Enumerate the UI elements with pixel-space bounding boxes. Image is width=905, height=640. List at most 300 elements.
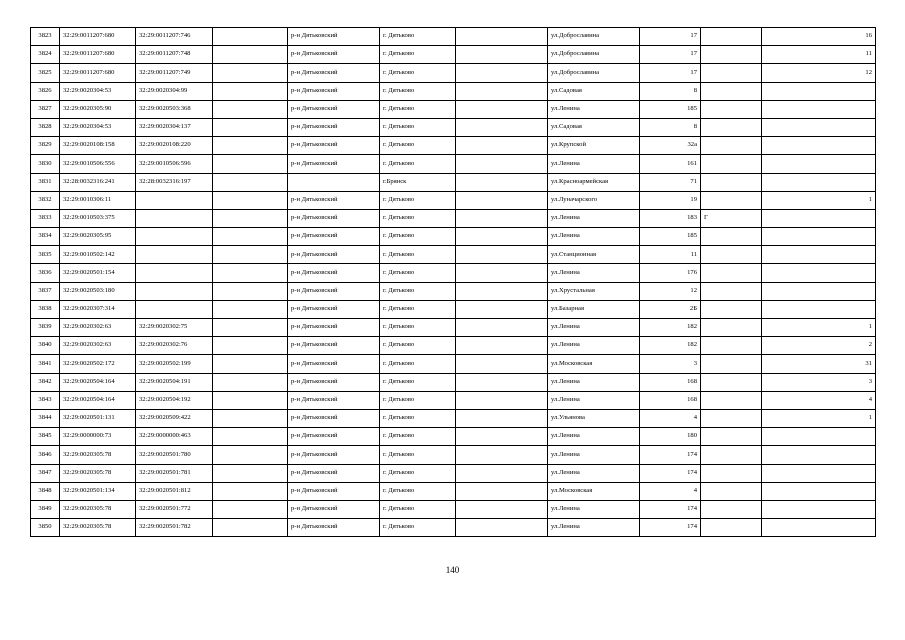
cell-row-number: 3838 [31, 300, 60, 318]
cell-street: ул.Садовая [548, 82, 640, 100]
cell-object-cadastral-number [136, 246, 213, 264]
cell-building-letter [701, 319, 762, 337]
cell-house-number: 71 [640, 173, 701, 191]
cell-house-number: 17 [640, 28, 701, 46]
cell-house-number: 182 [640, 337, 701, 355]
cell-object-cadastral-number [136, 264, 213, 282]
cell-row-number: 3847 [31, 464, 60, 482]
cell-district: р-н Дятьковский [288, 64, 380, 82]
cell-house-number: 182 [640, 319, 701, 337]
cell-apartment-number [762, 246, 876, 264]
cell-locality [456, 500, 548, 518]
cell-parcel-cadastral-number: 32:29:0020302:63 [60, 337, 136, 355]
cell-empty [213, 173, 288, 191]
cell-object-cadastral-number: 32:29:0020509:422 [136, 409, 213, 427]
cell-house-number: 180 [640, 428, 701, 446]
cell-street: ул.Ленина [548, 373, 640, 391]
cell-empty [213, 209, 288, 227]
cell-parcel-cadastral-number: 32:29:0020304:53 [60, 118, 136, 136]
cell-street: ул.Ленина [548, 391, 640, 409]
cell-row-number: 3842 [31, 373, 60, 391]
cell-empty [213, 300, 288, 318]
cell-locality [456, 28, 548, 46]
cell-object-cadastral-number [136, 209, 213, 227]
cell-object-cadastral-number: 32:29:0020108:220 [136, 137, 213, 155]
cell-empty [213, 409, 288, 427]
cell-row-number: 3824 [31, 46, 60, 64]
cell-empty [213, 137, 288, 155]
cell-building-letter [701, 137, 762, 155]
cell-city: г. Дятьково [380, 155, 456, 173]
cell-empty [213, 337, 288, 355]
cell-locality [456, 228, 548, 246]
cell-object-cadastral-number: 32:29:0020501:782 [136, 519, 213, 537]
table-row [31, 519, 876, 537]
cell-empty [213, 28, 288, 46]
table-row [31, 64, 876, 82]
cell-building-letter [701, 391, 762, 409]
cell-house-number: 12 [640, 282, 701, 300]
cell-building-letter [701, 173, 762, 191]
cell-street: ул.Доброславина [548, 46, 640, 64]
cell-city: г. Дятьково [380, 464, 456, 482]
cell-city: г. Дятьково [380, 209, 456, 227]
cell-empty [213, 46, 288, 64]
table-row [31, 482, 876, 500]
cell-city: г. Дятьково [380, 46, 456, 64]
cell-parcel-cadastral-number: 32:29:0020305:78 [60, 446, 136, 464]
cell-building-letter [701, 64, 762, 82]
cell-street: ул.Ленина [548, 209, 640, 227]
cell-house-number: 3 [640, 355, 701, 373]
cell-city: г. Дятьково [380, 428, 456, 446]
cell-apartment-number [762, 464, 876, 482]
cell-locality [456, 100, 548, 118]
cell-locality [456, 319, 548, 337]
cell-house-number: 174 [640, 519, 701, 537]
cell-apartment-number [762, 173, 876, 191]
cell-street: ул.Ленина [548, 337, 640, 355]
cell-street: ул.Ленина [548, 319, 640, 337]
cell-empty [213, 391, 288, 409]
cell-city: г. Дятьково [380, 500, 456, 518]
cell-apartment-number: 11 [762, 46, 876, 64]
cell-parcel-cadastral-number: 32:29:0020305:78 [60, 500, 136, 518]
cell-street: ул.Ленина [548, 428, 640, 446]
table-row [31, 355, 876, 373]
cell-house-number: 168 [640, 391, 701, 409]
table-row [31, 446, 876, 464]
cell-locality [456, 191, 548, 209]
cell-house-number: 19 [640, 191, 701, 209]
cell-object-cadastral-number: 32:29:0011207:748 [136, 46, 213, 64]
cell-parcel-cadastral-number: 32:29:0011207:680 [60, 64, 136, 82]
cell-apartment-number [762, 519, 876, 537]
cell-apartment-number [762, 137, 876, 155]
cell-locality [456, 209, 548, 227]
table-row [31, 100, 876, 118]
cell-parcel-cadastral-number: 32:29:0020305:78 [60, 519, 136, 537]
table-row [31, 28, 876, 46]
cell-street: ул.Красноармейская [548, 173, 640, 191]
cell-city: г. Дятьково [380, 337, 456, 355]
cell-row-number: 3841 [31, 355, 60, 373]
cell-parcel-cadastral-number: 32:29:0020502:172 [60, 355, 136, 373]
cell-empty [213, 264, 288, 282]
cell-city: г. Дятьково [380, 446, 456, 464]
cell-locality [456, 355, 548, 373]
cell-district: р-н Дятьковский [288, 264, 380, 282]
cell-street: ул.Крупской [548, 137, 640, 155]
cell-parcel-cadastral-number: 32:29:0010502:142 [60, 246, 136, 264]
cell-locality [456, 446, 548, 464]
cell-city: г. Дятьково [380, 82, 456, 100]
cell-house-number: 8 [640, 118, 701, 136]
cell-street: ул.Ленина [548, 155, 640, 173]
table-row [31, 300, 876, 318]
cell-empty [213, 500, 288, 518]
cell-row-number: 3829 [31, 137, 60, 155]
cell-house-number: 174 [640, 446, 701, 464]
table-row [31, 409, 876, 427]
table-row [31, 373, 876, 391]
cell-district: р-н Дятьковский [288, 282, 380, 300]
cell-district: р-н Дятьковский [288, 28, 380, 46]
cell-city: г. Дятьково [380, 118, 456, 136]
cell-district: р-н Дятьковский [288, 209, 380, 227]
cell-parcel-cadastral-number: 32:29:0010306:11 [60, 191, 136, 209]
cell-parcel-cadastral-number: 32:29:0020504:164 [60, 373, 136, 391]
cell-city: г. Дятьково [380, 373, 456, 391]
cell-district: р-н Дятьковский [288, 82, 380, 100]
cell-row-number: 3828 [31, 118, 60, 136]
cell-building-letter [701, 155, 762, 173]
cell-row-number: 3837 [31, 282, 60, 300]
cell-object-cadastral-number: 32:29:0020502:199 [136, 355, 213, 373]
cell-street: ул.Ленина [548, 264, 640, 282]
cell-apartment-number [762, 282, 876, 300]
cell-row-number: 3827 [31, 100, 60, 118]
table-row [31, 137, 876, 155]
cell-empty [213, 246, 288, 264]
cell-parcel-cadastral-number: 32:28:0032316:241 [60, 173, 136, 191]
table-row [31, 319, 876, 337]
table-row [31, 246, 876, 264]
cell-house-number: 17 [640, 64, 701, 82]
cell-locality [456, 155, 548, 173]
cell-city: г. Дятьково [380, 519, 456, 537]
cell-street: ул.Доброславина [548, 64, 640, 82]
cell-empty [213, 319, 288, 337]
cell-building-letter [701, 428, 762, 446]
cell-city: г. Дятьково [380, 137, 456, 155]
cell-district: р-н Дятьковский [288, 300, 380, 318]
table-row [31, 228, 876, 246]
cell-object-cadastral-number [136, 228, 213, 246]
cell-parcel-cadastral-number: 32:29:0020108:158 [60, 137, 136, 155]
cell-district: р-н Дятьковский [288, 337, 380, 355]
cell-locality [456, 409, 548, 427]
cell-empty [213, 228, 288, 246]
cell-street: ул.Ленина [548, 228, 640, 246]
cell-row-number: 3848 [31, 482, 60, 500]
cell-object-cadastral-number: 32:29:0020501:772 [136, 500, 213, 518]
cell-building-letter: Г [701, 209, 762, 227]
cell-empty [213, 446, 288, 464]
cell-house-number: 11 [640, 246, 701, 264]
cell-row-number: 3831 [31, 173, 60, 191]
cell-house-number: 185 [640, 228, 701, 246]
cell-empty [213, 482, 288, 500]
cell-house-number: 161 [640, 155, 701, 173]
table-row [31, 118, 876, 136]
cell-building-letter [701, 500, 762, 518]
cell-apartment-number: 1 [762, 319, 876, 337]
cell-apartment-number: 3 [762, 373, 876, 391]
cell-object-cadastral-number: 32:29:0020304:137 [136, 118, 213, 136]
cell-house-number: 4 [640, 482, 701, 500]
cell-street: ул.Доброславина [548, 28, 640, 46]
cell-building-letter [701, 100, 762, 118]
cell-locality [456, 300, 548, 318]
cell-apartment-number: 12 [762, 64, 876, 82]
table-row [31, 264, 876, 282]
cell-district: р-н Дятьковский [288, 428, 380, 446]
cell-district: р-н Дятьковский [288, 228, 380, 246]
cell-street: ул.Ленина [548, 500, 640, 518]
cell-house-number: 4 [640, 409, 701, 427]
cell-apartment-number [762, 118, 876, 136]
cell-locality [456, 482, 548, 500]
cell-empty [213, 355, 288, 373]
cell-building-letter [701, 28, 762, 46]
cell-city: г. Дятьково [380, 264, 456, 282]
cell-object-cadastral-number: 32:29:0020501:812 [136, 482, 213, 500]
cell-building-letter [701, 246, 762, 264]
cell-district: р-н Дятьковский [288, 46, 380, 64]
cell-district: р-н Дятьковский [288, 519, 380, 537]
table-body [31, 28, 876, 537]
cell-empty [213, 282, 288, 300]
cell-building-letter [701, 464, 762, 482]
cell-empty [213, 155, 288, 173]
cell-apartment-number [762, 209, 876, 227]
cell-object-cadastral-number: 32:29:0020501:781 [136, 464, 213, 482]
cell-house-number: 176 [640, 264, 701, 282]
cell-city: г. Дятьково [380, 482, 456, 500]
table-row [31, 191, 876, 209]
cell-row-number: 3833 [31, 209, 60, 227]
cell-object-cadastral-number: 32:29:0020302:76 [136, 337, 213, 355]
cell-empty [213, 428, 288, 446]
cell-empty [213, 373, 288, 391]
cell-locality [456, 118, 548, 136]
cell-district: р-н Дятьковский [288, 355, 380, 373]
cell-street: ул.Ленина [548, 446, 640, 464]
cell-city: г. Дятьково [380, 300, 456, 318]
cell-city: г. Дятьково [380, 28, 456, 46]
cell-district [288, 173, 380, 191]
table-row [31, 282, 876, 300]
cell-city: г. Дятьково [380, 409, 456, 427]
cell-apartment-number [762, 500, 876, 518]
cell-district: р-н Дятьковский [288, 373, 380, 391]
cell-parcel-cadastral-number: 32:29:0020503:180 [60, 282, 136, 300]
cell-building-letter [701, 46, 762, 64]
cell-house-number: 2Б [640, 300, 701, 318]
cell-object-cadastral-number: 32:29:0011207:749 [136, 64, 213, 82]
cell-empty [213, 519, 288, 537]
cell-district: р-н Дятьковский [288, 100, 380, 118]
cell-empty [213, 191, 288, 209]
cell-parcel-cadastral-number: 32:29:0011207:680 [60, 46, 136, 64]
cell-street: ул.Ленина [548, 464, 640, 482]
cell-city: г. Дятьково [380, 282, 456, 300]
cell-locality [456, 64, 548, 82]
cell-empty [213, 118, 288, 136]
cell-apartment-number: 16 [762, 28, 876, 46]
cell-building-letter [701, 409, 762, 427]
cell-apartment-number [762, 100, 876, 118]
table-row [31, 155, 876, 173]
cell-object-cadastral-number: 32:29:0020504:192 [136, 391, 213, 409]
cell-apartment-number [762, 428, 876, 446]
cell-parcel-cadastral-number: 32:29:0020501:131 [60, 409, 136, 427]
cell-row-number: 3825 [31, 64, 60, 82]
cell-locality [456, 82, 548, 100]
cell-parcel-cadastral-number: 32:29:0020307:314 [60, 300, 136, 318]
cell-city: г. Дятьково [380, 64, 456, 82]
cell-building-letter [701, 355, 762, 373]
cell-apartment-number: 2 [762, 337, 876, 355]
cell-row-number: 3823 [31, 28, 60, 46]
cell-parcel-cadastral-number: 32:29:0010506:556 [60, 155, 136, 173]
cell-parcel-cadastral-number: 32:29:0020501:154 [60, 264, 136, 282]
cell-parcel-cadastral-number: 32:29:0020302:63 [60, 319, 136, 337]
cell-locality [456, 46, 548, 64]
cell-empty [213, 100, 288, 118]
cell-row-number: 3844 [31, 409, 60, 427]
cell-street: ул.Московская [548, 482, 640, 500]
cell-locality [456, 282, 548, 300]
cell-building-letter [701, 337, 762, 355]
cell-city: г. Дятьково [380, 355, 456, 373]
cell-house-number: 17 [640, 46, 701, 64]
cell-street: ул.Станционная [548, 246, 640, 264]
cell-row-number: 3845 [31, 428, 60, 446]
cell-house-number: 8 [640, 82, 701, 100]
cell-empty [213, 82, 288, 100]
table-row [31, 46, 876, 64]
cell-row-number: 3850 [31, 519, 60, 537]
cell-object-cadastral-number [136, 191, 213, 209]
cell-district: р-н Дятьковский [288, 391, 380, 409]
cell-empty [213, 464, 288, 482]
cell-district: р-н Дятьковский [288, 446, 380, 464]
cell-locality [456, 173, 548, 191]
cell-locality [456, 464, 548, 482]
cell-object-cadastral-number: 32:28:0032316:197 [136, 173, 213, 191]
cell-parcel-cadastral-number: 32:29:0020305:95 [60, 228, 136, 246]
cell-district: р-н Дятьковский [288, 482, 380, 500]
cell-row-number: 3834 [31, 228, 60, 246]
cell-building-letter [701, 300, 762, 318]
cell-locality [456, 137, 548, 155]
cell-parcel-cadastral-number: 32:29:0020304:53 [60, 82, 136, 100]
table-row [31, 428, 876, 446]
cell-house-number: 168 [640, 373, 701, 391]
table-row [31, 173, 876, 191]
cell-parcel-cadastral-number: 32:29:0020305:90 [60, 100, 136, 118]
cell-row-number: 3830 [31, 155, 60, 173]
cell-house-number: 185 [640, 100, 701, 118]
cell-row-number: 3843 [31, 391, 60, 409]
cell-house-number: 183 [640, 209, 701, 227]
cell-building-letter [701, 191, 762, 209]
cell-house-number: 32а [640, 137, 701, 155]
cell-apartment-number: 1 [762, 409, 876, 427]
cell-apartment-number: 4 [762, 391, 876, 409]
cell-apartment-number [762, 155, 876, 173]
cell-object-cadastral-number: 32:29:0011207:746 [136, 28, 213, 46]
table-row [31, 337, 876, 355]
table-row [31, 391, 876, 409]
cell-district: р-н Дятьковский [288, 155, 380, 173]
cell-district: р-н Дятьковский [288, 409, 380, 427]
cell-district: р-н Дятьковский [288, 464, 380, 482]
cell-locality [456, 391, 548, 409]
cell-building-letter [701, 228, 762, 246]
cell-empty [213, 64, 288, 82]
cell-object-cadastral-number: 32:29:0020302:75 [136, 319, 213, 337]
cell-locality [456, 373, 548, 391]
cell-locality [456, 337, 548, 355]
cell-parcel-cadastral-number: 32:29:0020504:164 [60, 391, 136, 409]
cell-row-number: 3840 [31, 337, 60, 355]
cell-apartment-number [762, 82, 876, 100]
cell-street: ул.Луначарского [548, 191, 640, 209]
cell-building-letter [701, 482, 762, 500]
cell-row-number: 3836 [31, 264, 60, 282]
cell-district: р-н Дятьковский [288, 191, 380, 209]
cell-apartment-number [762, 228, 876, 246]
table-row [31, 464, 876, 482]
cell-locality [456, 246, 548, 264]
cell-street: ул.Ленина [548, 100, 640, 118]
cell-locality [456, 264, 548, 282]
cell-row-number: 3839 [31, 319, 60, 337]
cell-object-cadastral-number: 32:29:0020504:191 [136, 373, 213, 391]
cell-apartment-number [762, 446, 876, 464]
table-row [31, 209, 876, 227]
cell-street: ул.Садовая [548, 118, 640, 136]
cell-district: р-н Дятьковский [288, 246, 380, 264]
cell-locality [456, 428, 548, 446]
cell-city: г. Дятьково [380, 228, 456, 246]
cell-apartment-number [762, 264, 876, 282]
cell-row-number: 3826 [31, 82, 60, 100]
cell-street: ул.Базарная [548, 300, 640, 318]
cell-building-letter [701, 282, 762, 300]
cell-street: ул.Ленина [548, 519, 640, 537]
cell-apartment-number [762, 482, 876, 500]
cell-object-cadastral-number: 32:29:0020304:99 [136, 82, 213, 100]
cell-street: ул.Ульянова [548, 409, 640, 427]
cell-street: ул.Московская [548, 355, 640, 373]
cell-building-letter [701, 519, 762, 537]
cell-object-cadastral-number: 32:29:0020501:780 [136, 446, 213, 464]
cell-apartment-number: 1 [762, 191, 876, 209]
